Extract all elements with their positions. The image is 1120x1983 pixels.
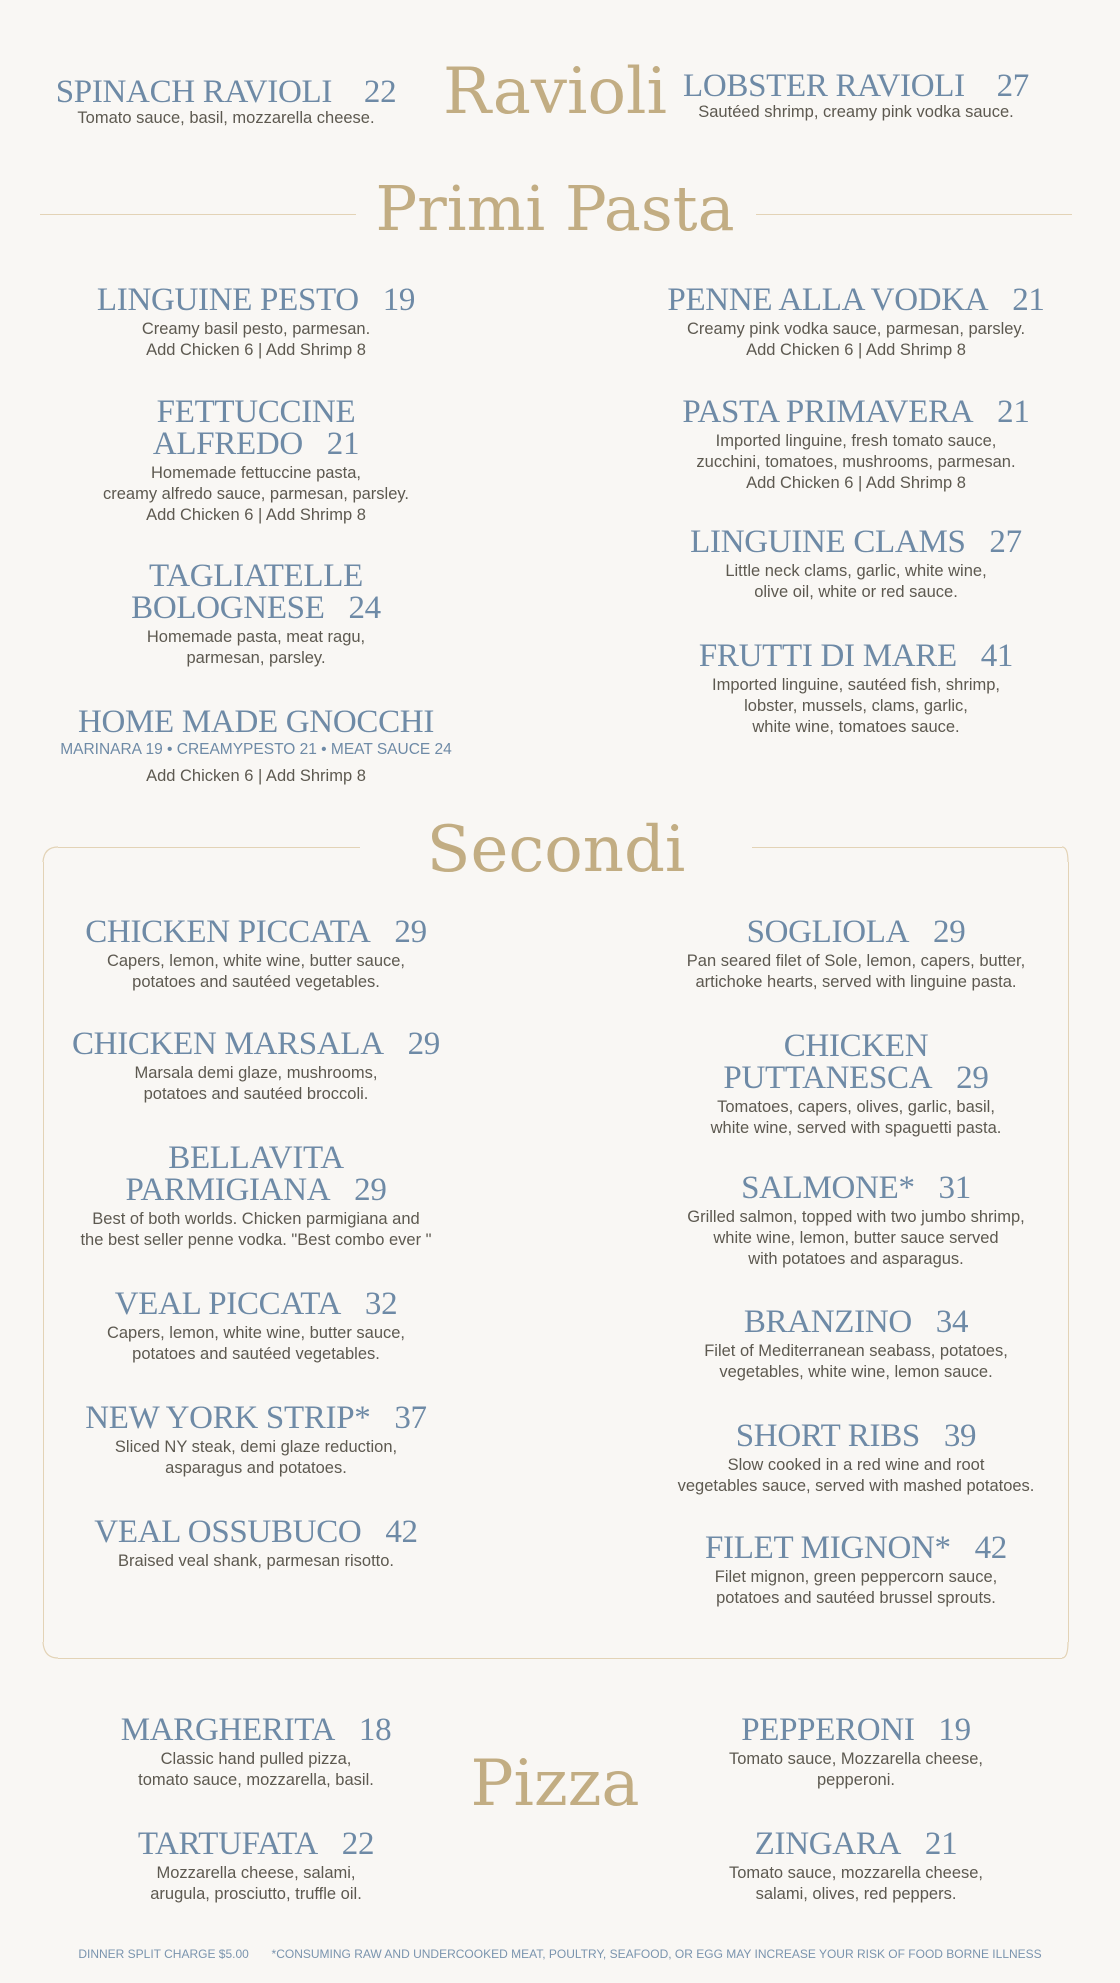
item-desc: Sautéed shrimp, creamy pink vodka sauce. xyxy=(698,103,1014,121)
item-desc: Imported linguine, fresh tomato sauce, zucchini, tomatoes, mushrooms, parmesan. Add Chicken 6 | Add Shrimp 8 xyxy=(696,432,1016,492)
item-name: VEAL PICCATA 32 xyxy=(114,1286,398,1322)
menu-item xyxy=(636,1828,1076,1905)
item-price: 19 xyxy=(382,282,416,318)
item-name: LINGUINE CLAMS 27 xyxy=(690,524,1022,560)
item-name: BRANZINO 34 xyxy=(743,1304,969,1340)
item-desc: Classic hand pulled pizza, tomato sauce, mozzarella, basil. xyxy=(138,1750,374,1789)
item-desc: Creamy pink vodka sauce, parmesan, parsley. Add Chicken 6 | Add Shrimp 8 xyxy=(686,320,1026,359)
menu-item xyxy=(36,1028,476,1105)
item-desc: Capers, lemon, white wine, butter sauce, potatoes and sautéed vegetables. xyxy=(106,1324,406,1363)
item-name: MARGHERITA 18 xyxy=(120,1712,392,1748)
item-name: PENNE ALLA VODKA 21 xyxy=(667,282,1045,318)
item-name: FILET MIGNON* 42 xyxy=(705,1530,1007,1566)
item-price: 42 xyxy=(385,1514,418,1550)
item-name: BELLAVITA PARMIGIANA 29 xyxy=(125,1140,387,1208)
item-name: LINGUINE PESTO 19 xyxy=(96,282,416,318)
item-price: 24 xyxy=(348,590,381,626)
item-name: CHICKEN PICCATA 29 xyxy=(85,914,427,950)
menu-item xyxy=(636,1420,1076,1497)
split-charge-note: DINNER SPLIT CHARGE $5.00 xyxy=(78,1947,249,1961)
item-desc: Tomato sauce, Mozzarella cheese, pepperoni. xyxy=(728,1750,984,1789)
footer xyxy=(0,1947,1120,1961)
item-name: TARTUFATA 22 xyxy=(137,1826,375,1862)
menu-item xyxy=(636,916,1076,993)
item-name: ZINGARA 21 xyxy=(754,1826,958,1862)
menu-item xyxy=(636,1172,1076,1270)
item-name: SPINACH RAVIOLI 22 xyxy=(55,74,397,110)
item-desc: Filet mignon, green peppercorn sauce, potatoes and sautéed brussel sprouts. xyxy=(714,1568,998,1607)
ravioli-title: Ravioli xyxy=(443,55,667,129)
item-desc: Marsala demi glaze, mushrooms, potatoes and sautéed broccoli. xyxy=(134,1064,378,1103)
menu-item xyxy=(636,1030,1076,1139)
item-desc: Homemade fettuccine pasta, creamy alfredo sauce, parmesan, parsley. Add Chicken 6 | Add Shrimp 8 xyxy=(103,464,409,524)
item-price: 29 xyxy=(354,1172,387,1208)
item-name: LOBSTER RAVIOLI 27 xyxy=(682,68,1030,104)
item-desc: Grilled salmon, topped with two jumbo shrimp, white wine, lemon, butter sauce served with potatoes and asparagus. xyxy=(687,1208,1025,1268)
menu-item xyxy=(636,1306,1076,1383)
item-desc: Little neck clams, garlic, white wine, olive oil, white or red sauce. xyxy=(725,562,987,601)
item-price: 29 xyxy=(394,914,427,950)
item-desc: Sliced NY steak, demi glaze reduction, asparagus and potatoes. xyxy=(114,1438,398,1477)
item-desc: Pan seared filet of Sole, lemon, capers, butter, artichoke hearts, served with linguine pasta. xyxy=(686,952,1026,991)
item-name: FRUTTI DI MARE 41 xyxy=(698,638,1014,674)
item-price: 18 xyxy=(358,1712,392,1748)
menu-item xyxy=(636,1714,1076,1791)
item-price: 37 xyxy=(394,1400,427,1436)
menu-item xyxy=(636,1532,1076,1609)
item-price: 31 xyxy=(938,1170,971,1206)
menu-item xyxy=(36,1828,476,1905)
item-name: PEPPERONI 19 xyxy=(741,1712,971,1748)
menu-item xyxy=(36,1714,476,1791)
item-price: 19 xyxy=(938,1712,971,1748)
item-name: PASTA PRIMAVERA 21 xyxy=(682,394,1030,430)
item-desc: Creamy basil pesto, parmesan. Add Chicken 6 | Add Shrimp 8 xyxy=(141,320,371,359)
menu-item xyxy=(36,1402,476,1479)
item-name: NEW YORK STRIP* 37 xyxy=(85,1400,427,1436)
item-price: 21 xyxy=(924,1826,958,1862)
menu-item xyxy=(36,916,476,993)
item-desc: Capers, lemon, white wine, butter sauce, potatoes and sautéed vegetables. xyxy=(106,952,406,991)
item-price: 21 xyxy=(1012,282,1045,318)
item-desc: Tomatoes, capers, olives, garlic, basil, white wine, served with spaguetti pasta. xyxy=(710,1098,1002,1137)
item-name: FETTUCCINE ALFREDO 21 xyxy=(152,394,360,462)
item-desc: Tomato sauce, basil, mozzarella cheese. xyxy=(77,109,375,127)
item-price: 34 xyxy=(935,1304,969,1340)
item-price: 42 xyxy=(974,1530,1007,1566)
item-price: 29 xyxy=(956,1060,989,1096)
item-price: 29 xyxy=(933,914,966,950)
item-price: 41 xyxy=(980,638,1014,674)
secondi-title: Secondi xyxy=(426,813,686,887)
item-price: 27 xyxy=(989,524,1022,560)
item-addons: Add Chicken 6 | Add Shrimp 8 xyxy=(146,767,366,785)
item-desc: Mozzarella cheese, salami, arugula, prosciutto, truffle oil. xyxy=(150,1864,362,1903)
item-name: CHICKEN PUTTANESCA 29 xyxy=(723,1028,989,1096)
primi-pasta-title: Primi Pasta xyxy=(375,172,735,245)
item-price: 21 xyxy=(997,394,1030,430)
item-desc: Tomato sauce, mozzarella cheese, salami, olives, red peppers. xyxy=(728,1864,984,1903)
menu-item xyxy=(36,1142,476,1251)
item-price: 32 xyxy=(364,1286,398,1322)
raw-food-warning: *CONSUMING RAW AND UNDERCOOKED MEAT, POULTRY, SEAFOOD, OR EGG MAY INCREASE YOUR RISK OF FOOD BORNE ILLNESS xyxy=(271,1947,1042,1961)
item-name: CHICKEN MARSALA 29 xyxy=(71,1026,441,1062)
menu-item xyxy=(36,1288,476,1365)
item-name: SALMONE* 31 xyxy=(741,1170,971,1206)
item-desc: Slow cooked in a red wine and root vegetables sauce, served with mashed potatoes. xyxy=(677,1456,1035,1495)
pizza-title: Pizza xyxy=(470,1747,640,1821)
item-name: VEAL OSSUBUCO 42 xyxy=(94,1514,418,1550)
item-name: TAGLIATELLE BOLOGNESE 24 xyxy=(131,558,381,626)
item-name: SHORT RIBS 39 xyxy=(735,1418,977,1454)
item-name: HOME MADE GNOCCHI xyxy=(77,704,435,740)
item-desc: Braised veal shank, parmesan risotto. xyxy=(117,1552,395,1570)
item-price: 21 xyxy=(326,426,360,462)
item-name: SOGLIOLA 29 xyxy=(746,914,966,950)
item-price: 22 xyxy=(341,1826,375,1862)
item-price: 29 xyxy=(407,1026,441,1062)
item-desc: Filet of Mediterranean seabass, potatoes, vegetables, white wine, lemon sauce. xyxy=(704,1342,1008,1381)
menu-item xyxy=(36,1516,476,1572)
item-desc: Best of both worlds. Chicken parmigiana and the best seller penne vodka. "Best combo ever " xyxy=(80,1210,432,1249)
item-desc: Homemade pasta, meat ragu, parmesan, parsley. xyxy=(146,628,366,667)
gnocchi-options: MARINARA 19 • CREAMYPESTO 21 • MEAT SAUCE 24 xyxy=(60,741,452,758)
item-price: 39 xyxy=(943,1418,977,1454)
item-desc: Imported linguine, sautéed fish, shrimp, lobster, mussels, clams, garlic, white wine, tomatoes sauce. xyxy=(712,676,1000,736)
